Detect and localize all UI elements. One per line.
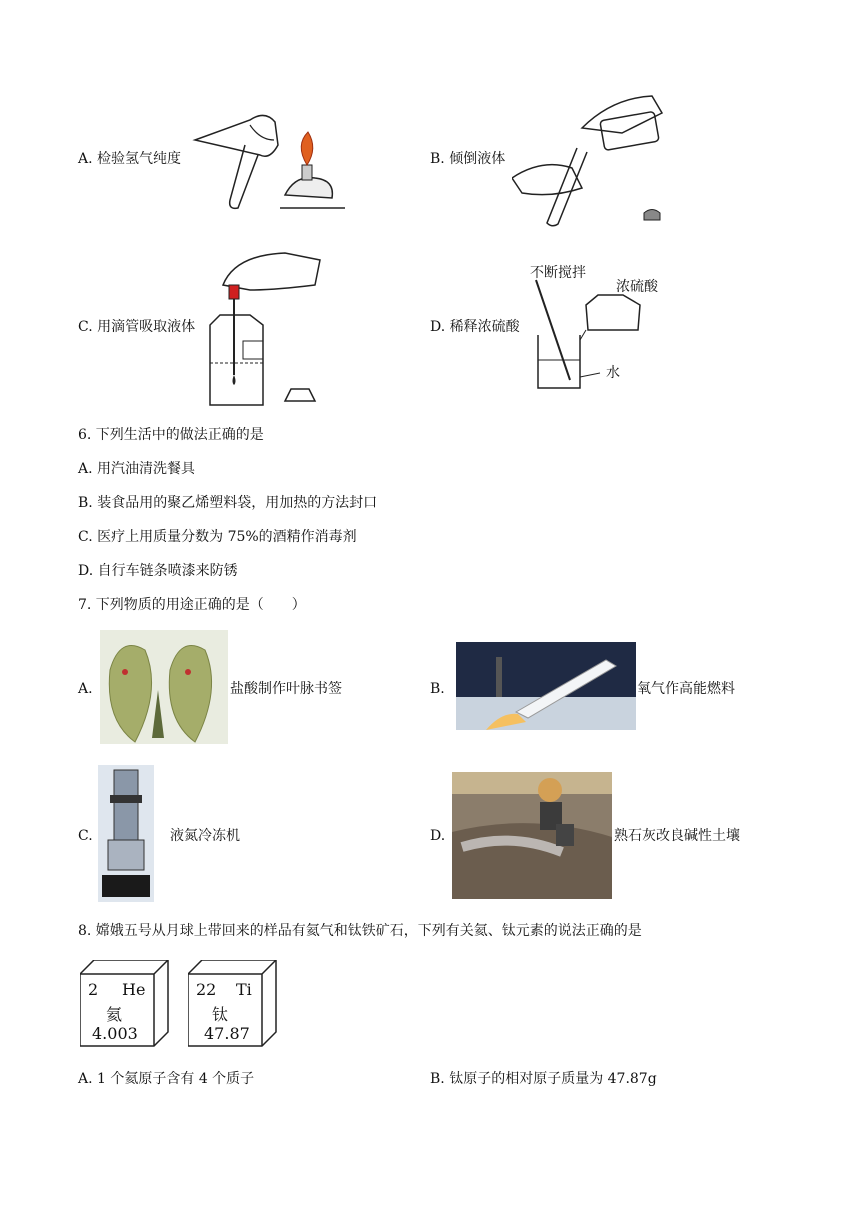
hydrogen-purity-test-figure xyxy=(190,100,350,215)
field-lime-photo xyxy=(452,772,612,899)
dilute-acid-figure xyxy=(528,260,698,400)
q6-option-a: A. 用汽油清洗餐具 xyxy=(78,461,196,477)
titanium-mass: 47.87 xyxy=(204,1024,250,1043)
liquid-nitrogen-machine-photo xyxy=(98,765,154,902)
rocket-photo xyxy=(456,642,636,730)
titanium-symbol: Ti xyxy=(236,980,252,999)
q7-option-d-letter: D. xyxy=(430,828,446,844)
pour-liquid-figure xyxy=(512,88,672,228)
q6-option-c: C. 医疗上用质量分数为 75%的酒精作消毒剂 xyxy=(78,529,357,545)
q7-option-a-text: 盐酸制作叶脉书签 xyxy=(230,681,342,697)
helium-element-card xyxy=(80,960,170,1048)
q5-option-b: B. 倾倒液体 xyxy=(430,151,506,167)
q5-option-d: D. 稀释浓硫酸 xyxy=(430,319,520,335)
q5-option-a: A. 检验氢气纯度 xyxy=(78,151,182,167)
helium-mass: 4.003 xyxy=(92,1024,138,1043)
q5-option-c: C. 用滴管吸取液体 xyxy=(78,319,196,335)
titanium-name: 钛 xyxy=(212,1005,229,1024)
helium-name: 氦 xyxy=(106,1005,123,1024)
q7-option-c-letter: C. xyxy=(78,828,93,844)
q8-option-a: A. 1 个氦原子含有 4 个质子 xyxy=(78,1071,255,1087)
q7-option-c-text: 液氮冷冻机 xyxy=(170,828,240,844)
helium-number: 2 xyxy=(88,980,99,999)
q7-option-d-text: 熟石灰改良碱性土壤 xyxy=(614,828,740,844)
leaf-bookmark-photo xyxy=(100,630,228,744)
q7-option-b-text: 氧气作高能燃料 xyxy=(637,681,735,697)
conc-acid-label: 浓硫酸 xyxy=(616,279,658,295)
q6-stem: 6. 下列生活中的做法正确的是 xyxy=(78,427,264,443)
q7-stem: 7. 下列物质的用途正确的是（ ） xyxy=(78,597,306,613)
q7-option-a-letter: A. xyxy=(78,681,93,697)
helium-symbol: He xyxy=(122,980,146,999)
q6-option-b: B. 装食品用的聚乙烯塑料袋，用加热的方法封口 xyxy=(78,495,378,511)
stir-label: 不断搅拌 xyxy=(530,265,586,281)
q6-option-d: D. 自行车链条喷漆来防锈 xyxy=(78,563,238,579)
water-label: 水 xyxy=(606,365,620,381)
q8-option-b: B. 钛原子的相对原子质量为 47.87g xyxy=(430,1071,657,1087)
q8-stem: 8. 嫦娥五号从月球上带回来的样品有氦气和钛铁矿石，下列有关氦、钛元素的说法正确的是 xyxy=(78,923,642,939)
dropper-figure xyxy=(205,245,325,410)
titanium-element-card xyxy=(188,960,278,1048)
titanium-number: 22 xyxy=(196,980,217,999)
q7-option-b-letter: B. xyxy=(430,681,445,697)
